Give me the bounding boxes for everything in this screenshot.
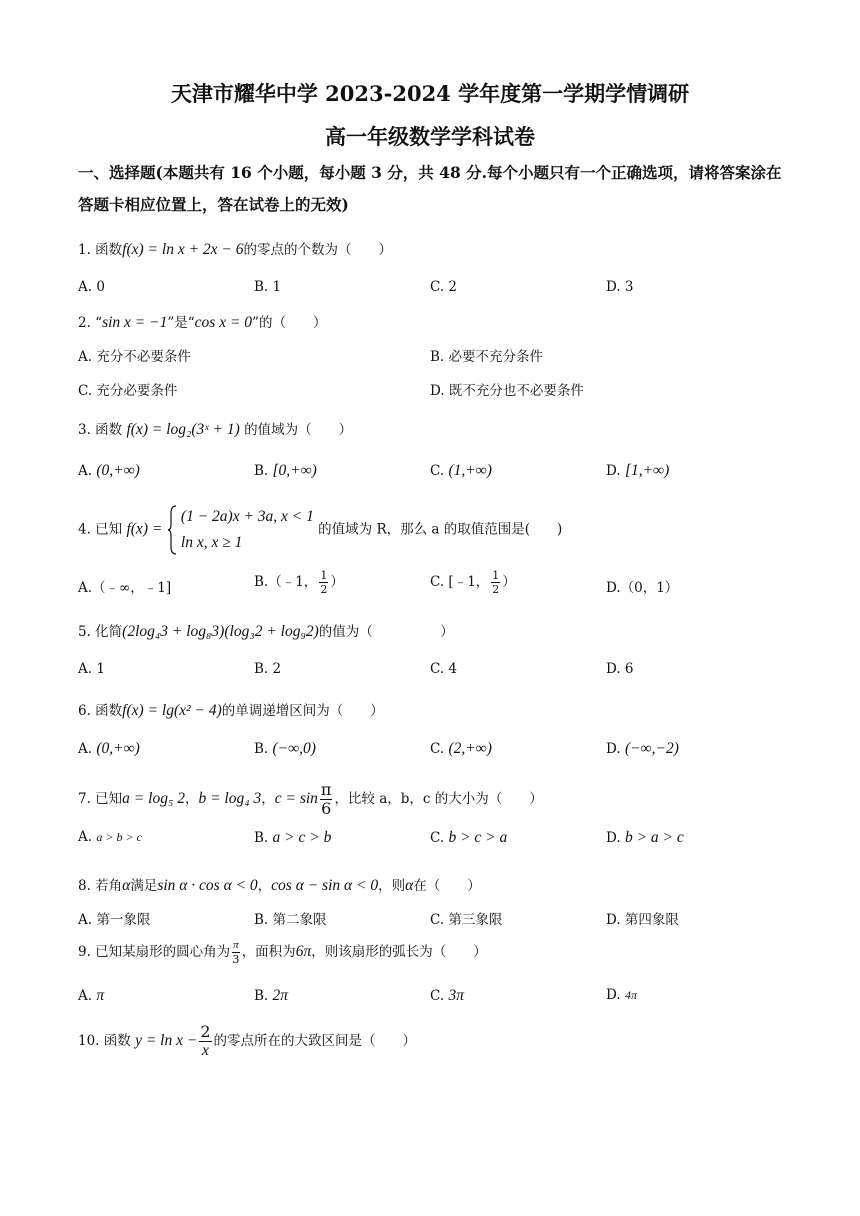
q8-option-c: C. 第三象限 <box>430 912 503 928</box>
q5-option-c: C. 4 <box>430 661 458 677</box>
question-2: 2. “sin x = −1”是“cos x = 0”的（ ） <box>78 314 327 331</box>
q3-option-d: D. [1,+∞) <box>606 462 670 479</box>
q9-option-d: D. 4π <box>606 987 637 1003</box>
exam-title-line1: 天津市耀华中学 2023-2024 学年度第一学期学情调研 <box>170 81 690 106</box>
exam-title-line2: 高一年级数学学科试卷 <box>325 124 535 149</box>
q2-option-a: A. 充分不必要条件 <box>78 349 191 365</box>
q5-option-a: A. 1 <box>78 661 105 677</box>
question-1: 1. 函数f(x) = ln x + 2x − 6的零点的个数为（ ） <box>78 241 393 258</box>
q7-option-d: D. b > a > c <box>606 829 684 846</box>
q9-option-b: B. 2π <box>254 987 289 1004</box>
q7-option-c: C. b > c > a <box>430 829 508 846</box>
q3-option-a: A. (0,+∞) <box>78 462 140 479</box>
question-5: 5. 化简(2log₄3 + log₈3)(log₃2 + log₉2)的值为（ ） <box>78 623 454 640</box>
q2-option-c: C. 充分必要条件 <box>78 383 178 399</box>
question-8: 8. 若角α满足sin α · cos α < 0，cos α − sin α < 0，则α在（ ） <box>78 877 481 894</box>
question-4: 4. 已知 f(x) = (1 − 2a)x + 3a, x < 1 ln x, x ≥ 1 的值域为 R，那么 a 的取值范围是( ) <box>78 504 562 556</box>
left-brace-icon <box>167 505 177 555</box>
question-3: 3. 函数 f(x) = log₂(3ˣ + 1) 的值域为（ ） <box>78 421 353 438</box>
section-heading: 一、选择题(本题共有 16 个小题，每小题 3 分，共 48 分.每个小题只有一个正确选项，请将答案涂在答题卡相应位置上，答在试卷上的无效) <box>78 163 782 214</box>
q6-option-b: B. (−∞,0) <box>254 740 316 757</box>
q6-option-d: D. (−∞,−2) <box>606 740 679 757</box>
q2-option-b: B. 必要不充分条件 <box>430 349 544 365</box>
q8-option-b: B. 第二象限 <box>254 912 327 928</box>
piecewise-cases: (1 − 2a)x + 3a, x < 1 ln x, x ≥ 1 <box>180 508 314 551</box>
q1-option-b: B. 1 <box>254 279 282 295</box>
question-7: 7. 已知a = log₅ 2，b = log₄ 3，c = sin $\frac{\pi}{6}$ ，比较 a，b，c 的大小为（ ） <box>78 780 543 818</box>
q3-option-c: C. (1,+∞) <box>430 462 492 479</box>
question-10: 10. 函数 y = ln x − $\frac{2}{x}$ 的零点所在的大致区间是（ ） <box>78 1022 416 1059</box>
q6-option-c: C. (2,+∞) <box>430 740 492 757</box>
q4-option-b: B.（﹣1， $\frac{1}{2}$ ） <box>254 569 344 596</box>
q4-option-a: A.（﹣∞，﹣1] <box>78 580 172 596</box>
q9-option-a: A. π <box>78 987 105 1004</box>
question-9: 9. 已知某扇形的圆心角为 $\frac{\pi}{3}$ ，面积为6π，则该扇形的弧长为（ ） <box>78 939 487 966</box>
q6-option-a: A. (0,+∞) <box>78 740 140 757</box>
question-6: 6. 函数f(x) = lg(x² − 4)的单调递增区间为（ ） <box>78 702 384 719</box>
q5-option-b: B. 2 <box>254 661 282 677</box>
q8-option-d: D. 第四象限 <box>606 912 679 928</box>
q5-option-d: D. 6 <box>606 661 634 677</box>
q4-option-c: C. [﹣1， $\frac{1}{2}$ ） <box>430 569 516 596</box>
q2-option-d: D. 既不充分也不必要条件 <box>430 383 584 399</box>
q9-option-c: C. 3π <box>430 987 464 1004</box>
q1-option-a: A. 0 <box>78 279 105 295</box>
q8-option-a: A. 第一象限 <box>78 912 151 928</box>
q3-option-b: B. [0,+∞) <box>254 462 317 479</box>
q1-option-d: D. 3 <box>606 279 634 295</box>
q7-option-a: A. a > b > c <box>78 829 142 845</box>
q4-option-d: D.（0，1） <box>606 580 679 596</box>
q7-option-b: B. a > c > b <box>254 829 332 846</box>
q1-option-c: C. 2 <box>430 279 458 295</box>
